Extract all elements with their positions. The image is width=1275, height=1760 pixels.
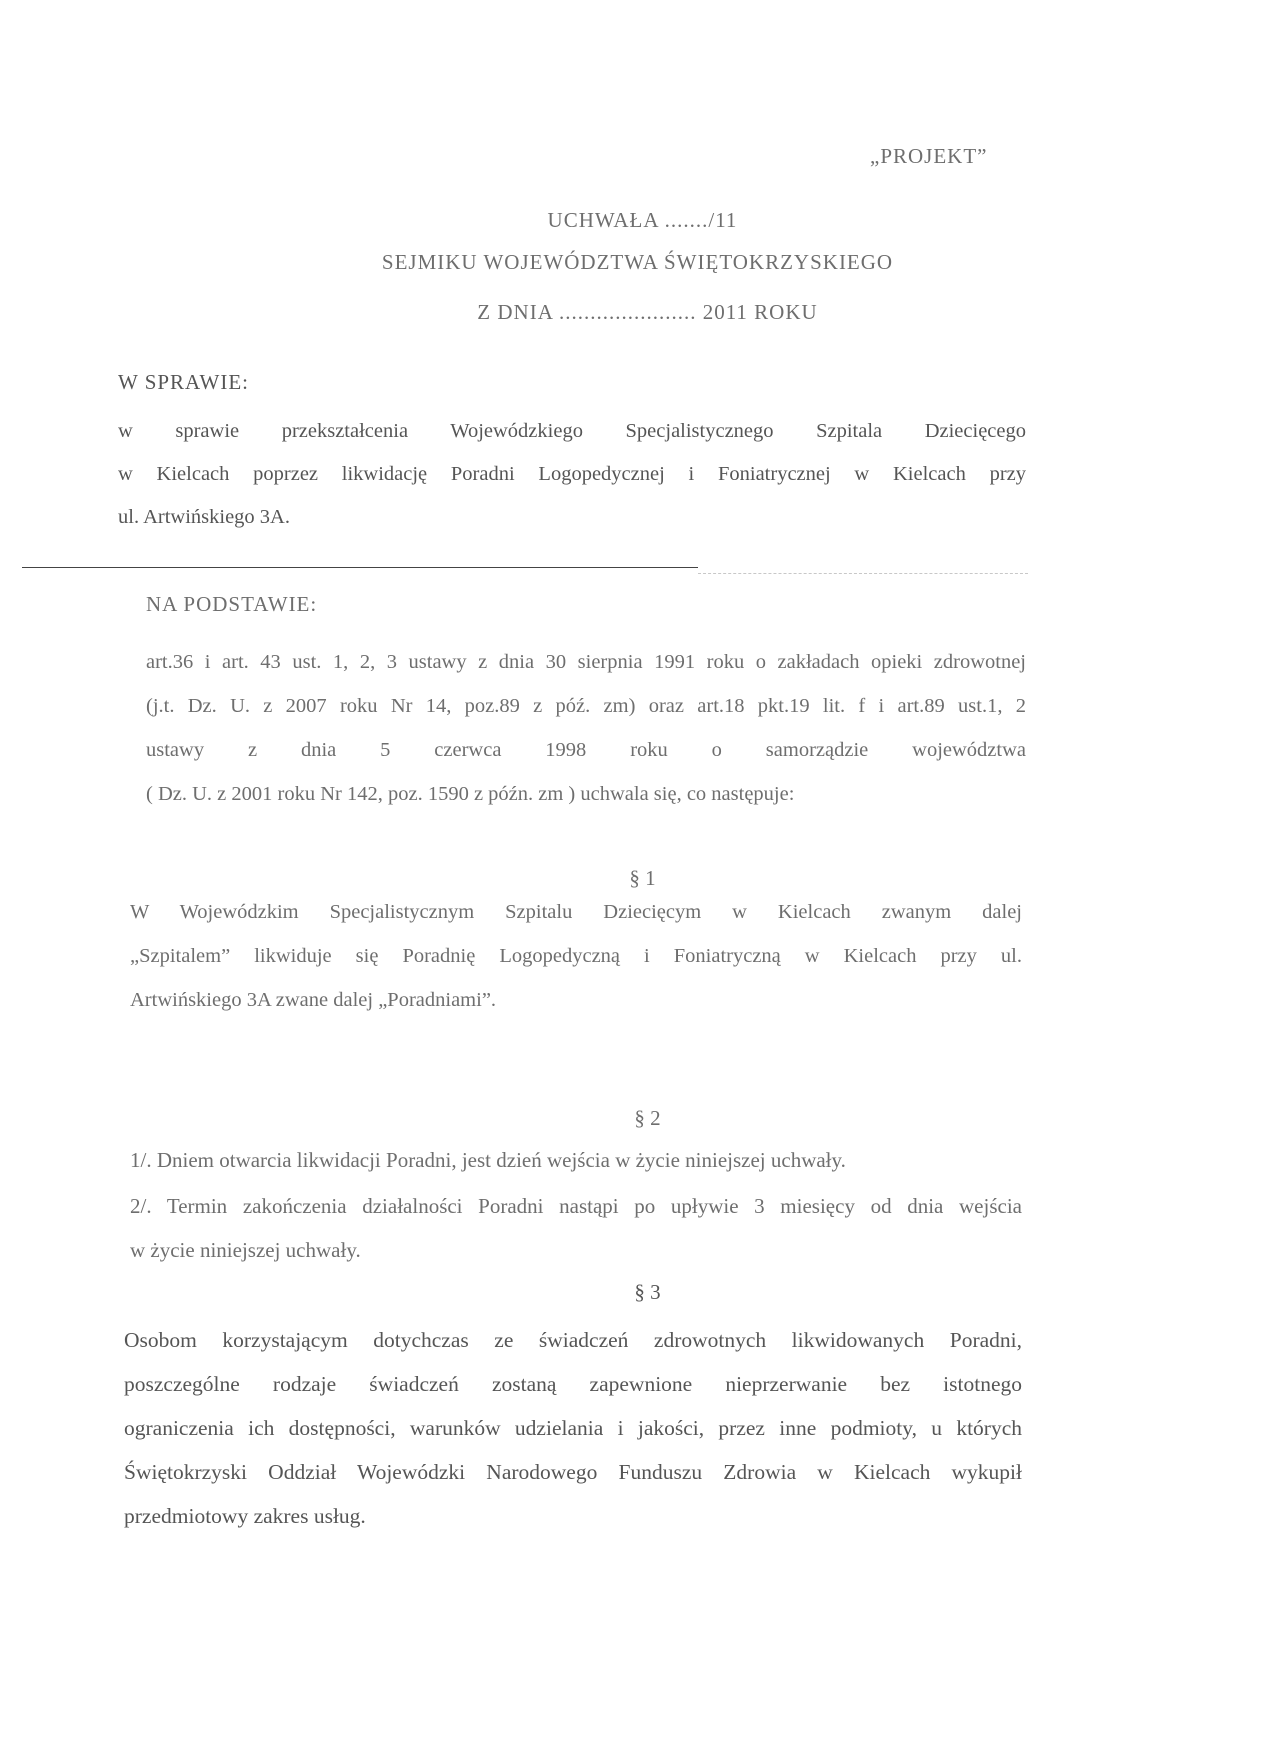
section-2-item-2 [130, 1184, 1022, 1272]
subject-paragraph [118, 410, 1026, 539]
subject-line: ul. Artwińskiego 3A. [118, 506, 290, 528]
legal-basis-heading: NA PODSTAWIE: [146, 592, 318, 616]
section-1-line: Artwińskiego 3A zwane dalej „Poradniami”. [130, 989, 497, 1011]
resolution-date: Z DNIA ...................... 2011 ROKU [477, 300, 818, 324]
section-1-mark: § 1 [629, 866, 656, 890]
legal-basis-paragraph [146, 640, 1026, 816]
subject-line: w sprawie przekształcenia Wojewódzkiego Specjalistycznego Szpitala Dziecięcego [118, 420, 1026, 442]
separator-line [22, 567, 698, 568]
separator-line-faint [698, 573, 1028, 574]
section-3-paragraph [124, 1318, 1022, 1538]
resolution-title: UCHWAŁA ......./11 [547, 208, 738, 232]
section-3-line: przedmiotowy zakres usług. [124, 1504, 366, 1528]
section-1-line: „Szpitalem” likwiduje się Poradnię Logopedyczną i Foniatryczną w Kielcach przy ul. [130, 945, 1022, 967]
section-2-mark: § 2 [634, 1106, 661, 1130]
section-2-item-2-line: w życie niniejszej uchwały. [130, 1238, 361, 1262]
legal-basis-line: ( Dz. U. z 2001 roku Nr 142, poz. 1590 z późn. zm ) uchwala się, co następuje: [146, 783, 795, 805]
subject-line: w Kielcach poprzez likwidację Poradni Logopedycznej i Foniatrycznej w Kielcach przy [118, 463, 1026, 485]
section-3-mark: § 3 [634, 1280, 661, 1304]
section-2-item-2-line: 2/. Termin zakończenia działalności Poradni nastąpi po upływie 3 miesięcy od dnia wejścia [130, 1194, 1022, 1218]
section-3-line: Świętokrzyski Oddział Wojewódzki Narodowego Funduszu Zdrowia w Kielcach wykupił [124, 1460, 1022, 1484]
section-1-paragraph [130, 890, 1022, 1022]
project-label: „PROJEKT” [870, 144, 988, 168]
legal-basis-line: art.36 i art. 43 ust. 1, 2, 3 ustawy z dnia 30 sierpnia 1991 roku o zakładach opieki zdrowotnej [146, 651, 1026, 673]
section-3-line: poszczególne rodzaje świadczeń zostaną zapewnione nieprzerwanie bez istotnego [124, 1372, 1022, 1396]
issuing-body: SEJMIKU WOJEWÓDZTWA ŚWIĘTOKRZYSKIEGO [381, 250, 894, 274]
section-1-line: W Wojewódzkim Specjalistycznym Szpitalu Dziecięcym w Kielcach zwanym dalej [130, 901, 1022, 923]
subject-heading: W SPRAWIE: [118, 370, 250, 394]
section-3-line: Osobom korzystającym dotychczas ze świadczeń zdrowotnych likwidowanych Poradni, [124, 1328, 1022, 1352]
legal-basis-line: (j.t. Dz. U. z 2007 roku Nr 14, poz.89 z póź. zm) oraz art.18 pkt.19 lit. f i art.89 ust.1, 2 [146, 695, 1026, 717]
section-3-line: ograniczenia ich dostępności, warunków udzielania i jakości, przez inne podmioty, u których [124, 1416, 1022, 1440]
legal-basis-line: ustawy z dnia 5 czerwca 1998 roku o samorządzie województwa [146, 739, 1026, 761]
section-2-item-1: 1/. Dniem otwarcia likwidacji Poradni, jest dzień wejścia w życie niniejszej uchwały. [130, 1148, 846, 1172]
